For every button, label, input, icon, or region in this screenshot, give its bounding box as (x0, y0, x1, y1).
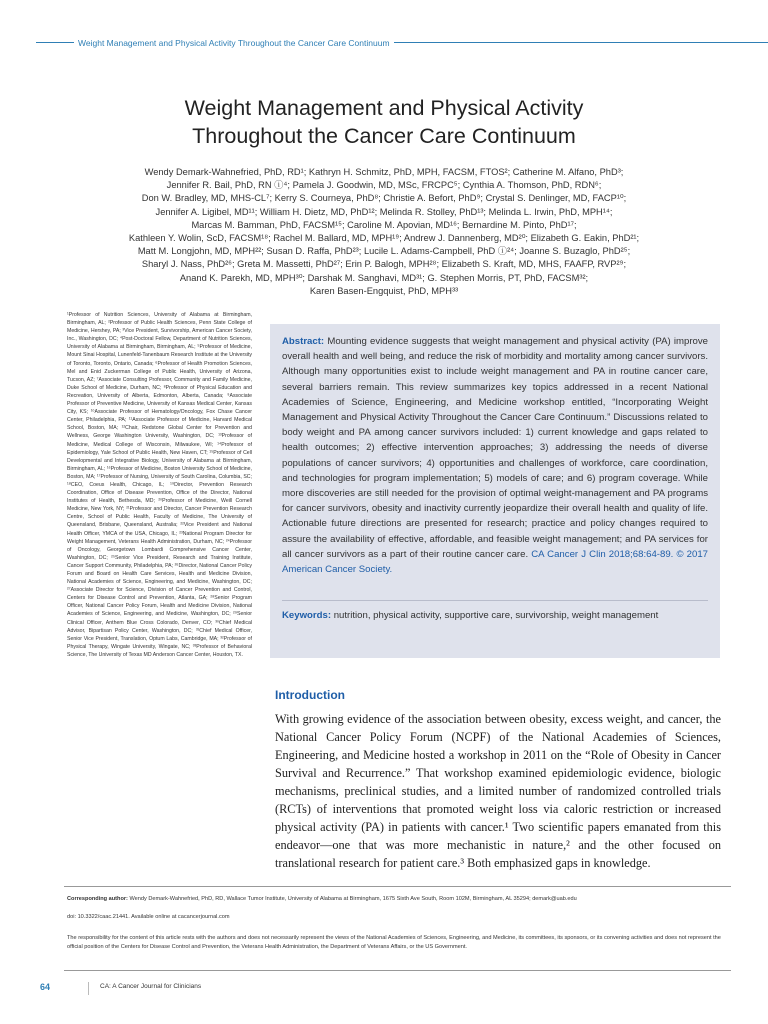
author-line: Jennifer R. Bail, PhD, RN ⓘ⁴; Pamela J. Goodwin, MD, MSc, FRCPC⁵; Cynthia A. Thomson, PhD, RDN⁶; (166, 180, 602, 191)
author-line: Sharyl J. Nass, PhD²⁶; Greta M. Massetti, PhD²⁷; Erin P. Balogh, MPH²⁸; Elizabeth S. Kraft, MD, MHS, FAAFP, RVP²⁹; (141, 259, 627, 270)
article-title (0, 94, 768, 150)
keywords (282, 600, 708, 623)
author-line: Don W. Bradley, MD, MHS-CL⁷; Kerry S. Courneya, PhD⁸; Christie A. Befort, PhD⁹; Crystal S. Denlinger, MD, FACP¹⁰; (141, 193, 627, 204)
author-line: Kathleen Y. Wolin, ScD, FACSM¹⁸; Rachel M. Ballard, MD, MPH¹⁹; Andrew J. Dannenberg, MD²⁰; Elizabeth G. Eakin, PhD²¹; (128, 233, 640, 244)
author-line: Matt M. Longjohn, MD, MPH²²; Susan D. Raffa, PhD²³; Lucile L. Adams-Campbell, PhD ⓘ²⁴; Joanne S. Buzaglo, PhD²⁵; (137, 246, 631, 257)
abstract-text-block (282, 334, 708, 592)
abstract-text: Mounting evidence suggests that weight management and physical activity (PA) improve overall health and well being, and reduce the risk of morbidity and mortality among cancer survivors. Although many opportunities exist to include weight management and PA in routine cancer care, several barriers remain. This review summarizes key topics addressed in a recent National Academies of Science, Engineering, and Medicine workshop entitled, “Incorporating Weight Management and Physical Activity Throughout the Cancer Care Continuum.” Discussions related to body weight and PA among cancer survivors included: 1) current knowledge and gaps related to health outcomes; 2) effective intervention approaches; 3) addressing the needs of diverse populations of cancer survivors; 4) opportunities and challenges of workforce, care coordination, and technologies for program implementation; 5) models of care; and 6) program coverage. While more discoveries are still needed for the provision of optimal weight-management and PA programs for cancer survivors, obesity and inactivity currently jeopardize their overall health and quality of life. Actionable future directions are presented for research; practice and policy changes required to assure the availability of effective, affordable, and feasible weight management; and PA services for all cancer survivors as a part of their routine cancer care. (282, 336, 708, 560)
abstract-citation[interactable]: CA Cancer J Clin 2018;68:64-89. © 2017 American Cancer Society. (282, 548, 708, 576)
bottom-rule (64, 970, 731, 971)
author-line: Wendy Demark-Wahnefried, PhD, RD¹; Kathryn H. Schmitz, PhD, MPH, FACSM, FTOS²; Catherine M. Alfano, PhD³; (144, 167, 624, 177)
abstract-box (270, 324, 720, 658)
author-line: Marcas M. Bamman, PhD, FACSM¹⁵; Caroline M. Apovian, MD¹⁶; Bernardine M. Pinto, PhD¹⁷; (191, 219, 577, 230)
author-line: Anand K. Parekh, MD, MPH³⁰; Darshak M. Sanghavi, MD³¹; G. Stephen Morris, PT, PhD, FACSM³²; (179, 272, 589, 283)
journal-name: CA: A Cancer Journal for Clinicians (100, 983, 202, 990)
corresponding-label: Corresponding author: (67, 896, 128, 902)
author-line: Karen Basen-Engquist, PhD, MPH³³ (309, 285, 459, 296)
abstract-label: Abstract: (282, 336, 325, 347)
footnote-rule (64, 886, 731, 887)
footer-divider (88, 982, 89, 995)
corresponding-author (67, 896, 737, 902)
doi-line[interactable]: doi: 10.3322/caac.21441. Available online at cacancerjournal.com (67, 914, 230, 920)
running-head: Weight Management and Physical Activity Throughout the Cancer Care Continuum (74, 38, 394, 48)
page-number: 64 (40, 982, 51, 992)
author-list (40, 166, 728, 298)
keywords-label: Keywords: (282, 610, 332, 621)
introduction-text: With growing evidence of the association between obesity, excess weight, and cancer, the National Cancer Policy Forum (NCPF) of the National Academies of Sciences, Engineering, and Medicine hosted a workshop in 2011 on the “Role of Obesity in Cancer Survival and Recurrence.” That workshop examined epidemiologic evidence, biologic mechanisms, preclinical studies, and a limited number of randomized controlled trials (RCTs) of interventions that promoted weight loss via caloric restriction or increased physical activity (PA) in patients with cancer.¹ Two scientific papers emanated from this endeavor—one that was more mechanistic in nature,² and the other focused on translational research for patient care.³ Both emphasized gaps in knowledge. (275, 712, 721, 870)
title-line: Throughout the Cancer Care Continuum (192, 124, 576, 148)
section-heading: Introduction (275, 688, 345, 702)
disclaimer: The responsibility for the content of this article rests with the authors and does not necessarily represent the views of the National Academies of Sciences, Engineering, and Medicine, its committees, its sponsors, or its convening activities and does not represent the official position of the Centers for Disease Control and Prevention, the Veterans Health Administration, the Department of Veterans Affairs, or the US Government. (67, 935, 721, 950)
title-line: Weight Management and Physical Activity (184, 96, 584, 120)
affiliations: ¹Professor of Nutrition Sciences, University of Alabama at Birmingham, Birmingham, AL; ²Professor of Public Health Sciences, Penn State College of Medicine, Hershey, PA; ³Vice President, Survivorship, American Cancer Society, Inc., Washington, DC; ⁴Post-Doctoral Fellow, Department of Nutrition Sciences, University of Alabama at Birmingham, Birmingham, AL; ⁵Professor of Medicine, Mount Sinai Hospital, Lunenfeld-Tanenbaum Research Institute at the University of Toronto, Toronto, Ontario, Canada; ⁶Professor of Health Promotion Sciences, Mel and Enid Zuckerman College of Public Health, University of Arizona, Tucson, AZ; ⁷Associate Consulting Professor, Community and Family Medicine, Duke School of Medicine, Durham, NC; ⁸Professor of Physical Education and Recreation, University of Alberta, Edmonton, Alberta, Canada; ⁹Associate Professor of Preventive Medicine, University of Kansas Medical Center, Kansas City, KS; ¹⁰Associate Professor of Hematology/Oncology, Fox Chase Cancer Center, Philadelphia, PA; ¹¹Associate Professor of Medicine, Harvard Medical School, Boston, MA; ¹²Chair, Redstone Global Center for Prevention and Wellness, George Washington University, Washington, DC; ¹³Professor of Medicine, Medical College of Wisconsin, Milwaukee, WI; ¹⁴Professor of Epidemiology, Yale School of Public Health, New Haven, CT; ¹⁵Professor of Cell Developmental and Integrative Biology, University of Alabama at Birmingham, Birmingham, AL; ¹⁶Professor of Medicine, Boston University School of Medicine, Boston, MA; ¹⁷Professor of Nursing, University of South Carolina, Columbia, SC; ¹⁸CEO, Coeus Health, Chicago, IL; ¹⁹Director, Prevention Research Coordination, Office of Disease Prevention, Office of the Director, National Institutes of Health, Bethesda, MD; ²⁰Professor of Medicine, Weill Cornell Medicine, New York, NY; ²¹Professor and Director, Cancer Prevention Research Centre, School of Public Health, Faculty of Medicine, The University of Queensland, Brisbane, Queensland, Australia; ²²Vice President and National Health Officer, YMCA of the USA, Chicago, IL; ²³National Program Director for Weight Management, Veterans Health Administration, Durham, NC; ²⁴Professor of Oncology, Georgetown Lombardi Comprehensive Cancer Center, Washington, DC; ²⁵Senior Vice President, Research and Training Institute, Cancer Support Community, Philadelphia, PA; ²⁶Director, National Cancer Policy Forum and Board on Health Care Services, Health and Medicine Division, National Academies of Science, Engineering, and Medicine, Washington, DC; ²⁷Associate Director for Science, Division of Cancer Prevention and Control, Centers for Disease Control and Prevention, Atlanta, GA; ²⁸Senior Program Officer, National Cancer Policy Forum, Health and Medicine Division, National Academies of Science, Engineering, and Medicine, Washington, DC; ²⁹Senior Clinical Officer, Anthem Blue Cross Colorado, Denver, CO; ³⁰Chief Medical Advisor, Bipartisan Policy Center, Washington, DC; ³¹Chief Medical Officer, Senior Vice President, Translation, Optum Labs, Cambridge, MA; ³²Professor of Physical Therapy, Wingate University, Wingate, NC; ³³Professor of Behavioral Science, The University of Texas MD Anderson Cancer Center, Houston, TX. (67, 312, 252, 658)
keywords-text: nutrition, physical activity, supportive care, survivorship, weight management (333, 610, 659, 621)
author-line: Jennifer A. Ligibel, MD¹¹; William H. Dietz, MD, PhD¹²; Melinda R. Stolley, PhD¹³; Melinda L. Irwin, PhD, MPH¹⁴; (155, 206, 613, 217)
corresponding-text: Wendy Demark-Wahnefried, PhD, RD, Wallace Tumor Institute, University of Alabama at Birmingham, 1675 Sixth Ave South, Room 102M, Birmingham, AL 35294; demark@uab.edu (129, 896, 577, 902)
